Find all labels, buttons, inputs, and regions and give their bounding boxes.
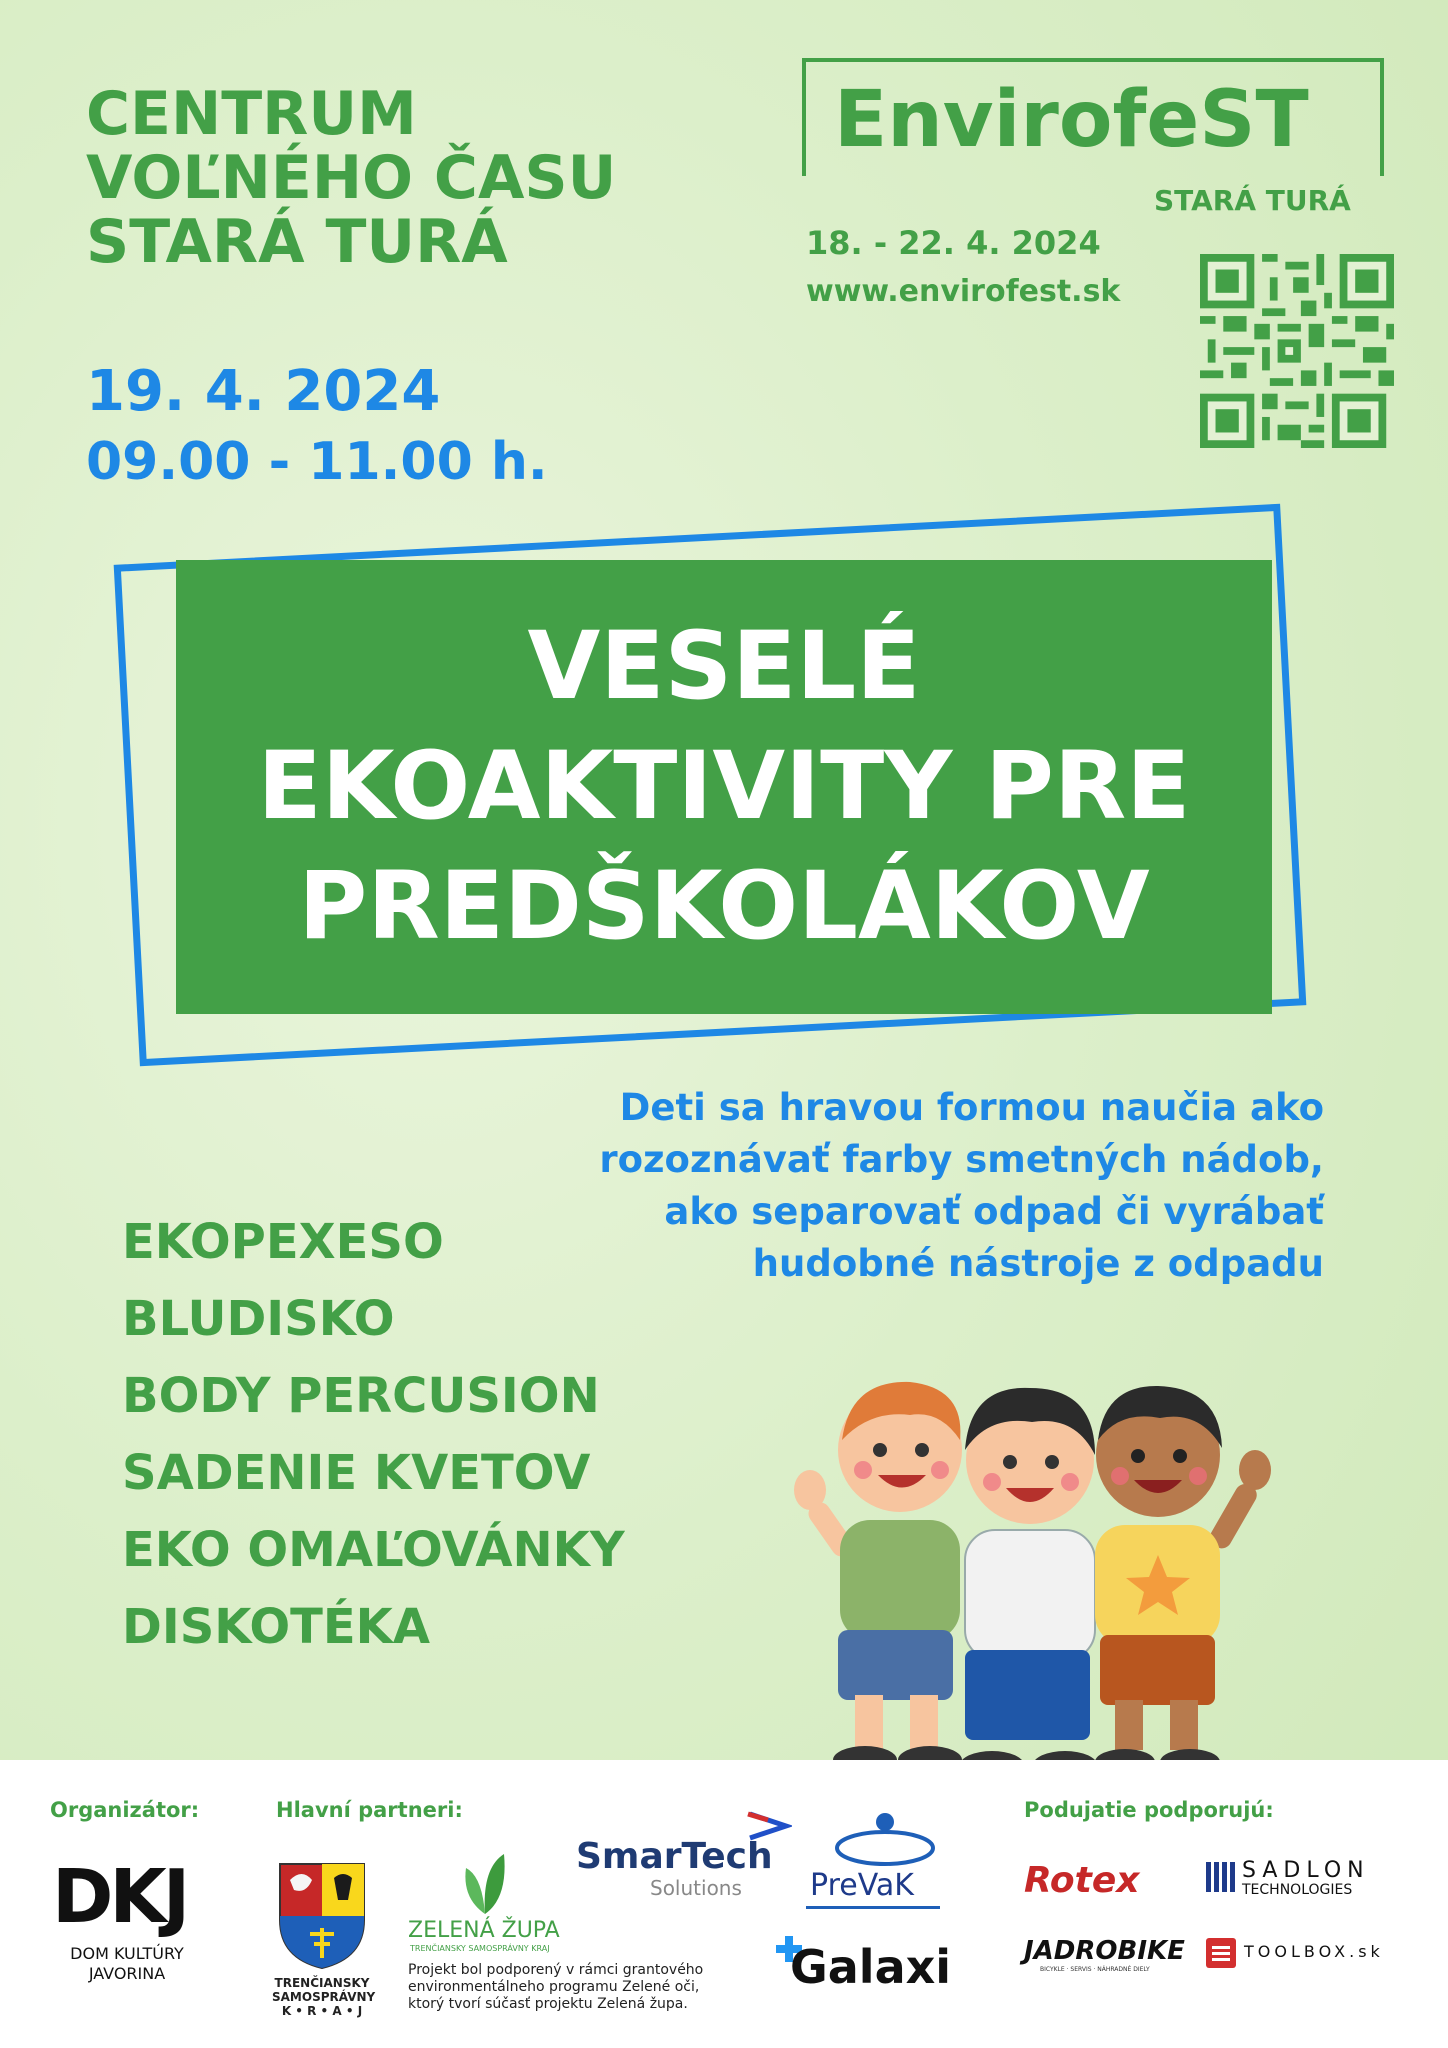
children-illustration	[760, 1370, 1300, 1790]
kid-left	[794, 1382, 962, 1774]
headline-line-1: VESELÉ	[527, 612, 921, 721]
event-date: 19. 4. 2024	[86, 359, 441, 424]
description	[504, 1082, 1324, 1290]
organizer-line-3: STARÁ TURÁ	[86, 207, 508, 277]
festival-dates: 18. - 22. 4. 2024	[806, 224, 1101, 262]
partners-label: Hlavní partneri:	[276, 1798, 463, 1822]
event-time: 09.00 - 11.00 h.	[86, 432, 548, 492]
zelena-zupa-sub: TRENČIANSKY SAMOSPRÁVNY KRAJ	[410, 1944, 550, 1953]
chevron-right-icon	[746, 1810, 792, 1842]
organizer-title	[86, 79, 617, 277]
tsk-name: TRENČIANSKY SAMOSPRÁVNY K • R • A • J	[272, 1976, 376, 2018]
headline-box	[176, 560, 1272, 1014]
jadrobike-sub: BICYKLE · SERVIS · NÁHRADNÉ DIELY	[1040, 1966, 1150, 1973]
tsk-coat-of-arms-icon	[276, 1860, 368, 1970]
activity-item: EKO OMAĽOVÁNKY	[122, 1522, 625, 1578]
description-line-4: hudobné nástroje z odpadu	[752, 1242, 1324, 1285]
prevak-underline	[806, 1906, 940, 1909]
zelena-zupa-logo: ZELENÁ ŽUPA	[408, 1918, 560, 1943]
activity-item: DISKOTÉKA	[122, 1599, 430, 1655]
prevak-globe-icon	[830, 1810, 940, 1870]
smartech-logo: SmarTech	[576, 1836, 773, 1877]
description-line-1: Deti sa hravou formou naučia ako	[619, 1086, 1324, 1129]
supporters-label: Podujatie podporujú:	[1024, 1798, 1274, 1822]
headline-line-3: PREDŠKOLÁKOV	[298, 852, 1150, 961]
leaf-icon	[452, 1848, 518, 1918]
prevak-logo: PreVaK	[810, 1868, 914, 1903]
sponsors-footer	[0, 1760, 1448, 2048]
toolbox-logo: TOOLBOX.sk	[1244, 1942, 1384, 1961]
headline-line-2: EKOAKTIVITY PRE	[257, 732, 1191, 841]
dkj-logo: DKJ	[52, 1854, 187, 1940]
description-line-2: rozoznávať farby smetných nádob,	[599, 1138, 1324, 1181]
festival-website[interactable]: www.envirofest.sk	[806, 274, 1121, 309]
festival-place: STARÁ TURÁ	[1154, 184, 1351, 217]
organizer-line-1: CENTRUM	[86, 79, 417, 149]
qr-code-icon[interactable]	[1200, 254, 1394, 448]
activity-item: BLUDISKO	[122, 1291, 395, 1347]
activity-item: BODY PERCUSION	[122, 1368, 600, 1424]
activity-item: SADENIE KVETOV	[122, 1445, 591, 1501]
jadrobike-logo: JADROBIKE	[1024, 1936, 1185, 1966]
project-note: Projekt bol podporený v rámci grantového environmentálneho programu Zelené oči, ktorý tvorí súčasť projektu Zelená župa.	[408, 1962, 704, 2012]
sadlon-logo: SADLON	[1242, 1858, 1370, 1883]
festival-name: EnvirofeST	[834, 75, 1309, 165]
toolbox-icon	[1206, 1938, 1236, 1968]
activities-list	[122, 1204, 625, 1666]
organizer-label: Organizátor:	[50, 1798, 200, 1822]
smartech-sub: Solutions	[650, 1876, 742, 1900]
dkj-name: DOM KULTÚRY JAVORINA	[70, 1944, 184, 1983]
activity-item: EKOPEXESO	[122, 1214, 444, 1270]
rotex-logo: Rotex	[1024, 1860, 1140, 1901]
galaxi-logo: Galaxi	[790, 1940, 952, 1994]
organizer-line-2: VOĽNÉHO ČASU	[86, 143, 617, 213]
sadlon-grid-icon	[1206, 1862, 1236, 1892]
kid-middle	[960, 1388, 1097, 1779]
kid-right	[1095, 1386, 1271, 1775]
sadlon-sub: TECHNOLOGIES	[1242, 1882, 1353, 1898]
description-line-3: ako separovať odpad či vyrábať	[664, 1190, 1324, 1233]
